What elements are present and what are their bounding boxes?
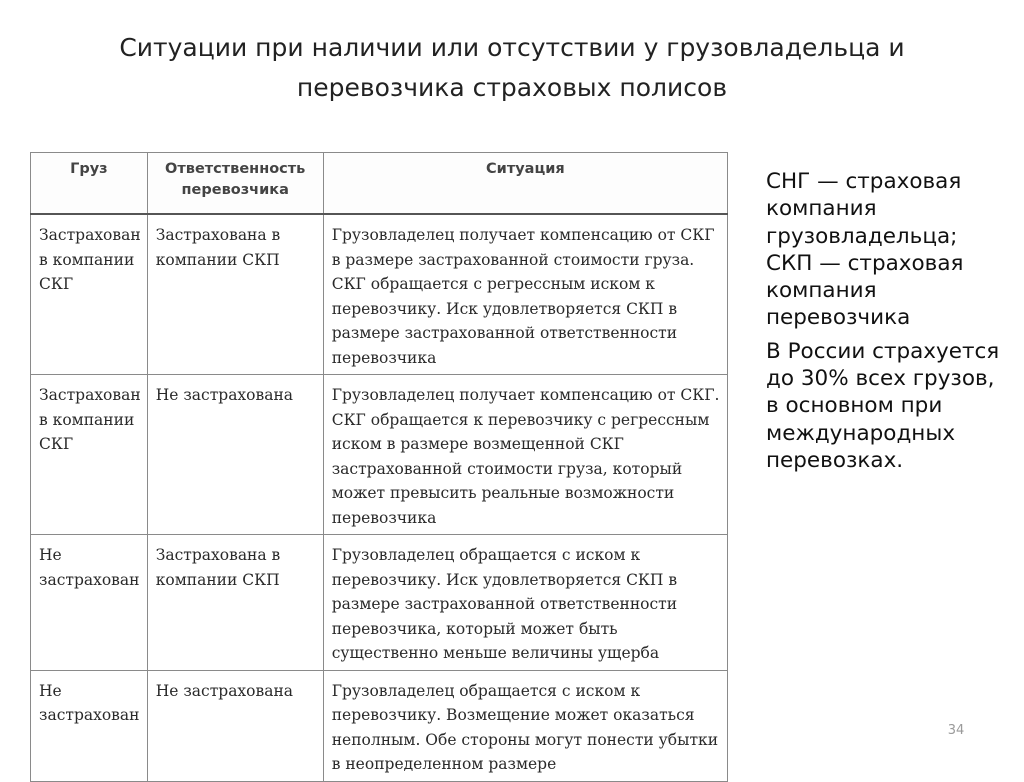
cell-situation: Грузовладелец обращается с иском к перевозчику. Иск удовлетворяется СКП в размере застрахованной ответственности перевозчика, который может быть существенно меньше величины ущерба — [323, 535, 727, 671]
header-cargo: Груз — [31, 153, 148, 215]
cell-cargo: Застрахован в компании СКГ — [31, 375, 148, 535]
cell-cargo: Не застрахован — [31, 535, 148, 671]
header-situation: Ситуация — [323, 153, 727, 215]
cell-cargo: Застрахован в компании СКГ — [31, 214, 148, 375]
table-row — [31, 535, 728, 671]
cell-carrier-liability: Не застрахована — [147, 670, 323, 781]
cell-cargo: Не застрахован — [31, 670, 148, 781]
page-number: 34 — [947, 723, 965, 738]
table-header-row — [31, 153, 728, 215]
side-note-russia-statistic: В России страхуется до 30% всех грузов, в основном при международных перевозках. — [766, 338, 1000, 473]
cell-situation: Грузовладелец получает компенсацию от СКГ. СКГ обращается к перевозчику с регрессным иском в размере возмещенной СКГ застрахованной стоимости груза, который может превысить реальные возможности перевозчика — [323, 375, 727, 535]
cell-carrier-liability: Не застрахована — [147, 375, 323, 535]
slide-title-line-2: перевозчика страховых полисов — [296, 73, 728, 102]
side-note — [766, 168, 1006, 480]
header-carrier-liability: Ответственность перевозчика — [147, 153, 323, 215]
slide-title — [40, 28, 984, 108]
slide-title-line-1: Ситуации при наличии или отсутствии у грузовладельца и — [119, 33, 905, 62]
cell-situation: Грузовладелец обращается с иском к перевозчику. Возмещение может оказаться неполным. Обе стороны могут понести убытки в неопределенном размере — [323, 670, 727, 781]
cell-carrier-liability: Застрахована в компании СКП — [147, 535, 323, 671]
side-note-abbreviations: СНГ — страховая компания грузовладельца; СКП — страховая компания перевозчика — [766, 169, 964, 331]
cell-carrier-liability: Застрахована в компании СКП — [147, 214, 323, 375]
table-row — [31, 375, 728, 535]
cell-situation: Грузовладелец получает компенсацию от СКГ в размере застрахованной стоимости груза. СКГ обращается с регрессным иском к перевозчику. Иск удовлетворяется СКП в размере застрахованной ответственности перевозчика — [323, 214, 727, 375]
insurance-situations-table — [30, 152, 728, 782]
table-row — [31, 214, 728, 375]
table-row — [31, 670, 728, 781]
insurance-situations-table-wrapper — [30, 152, 728, 773]
